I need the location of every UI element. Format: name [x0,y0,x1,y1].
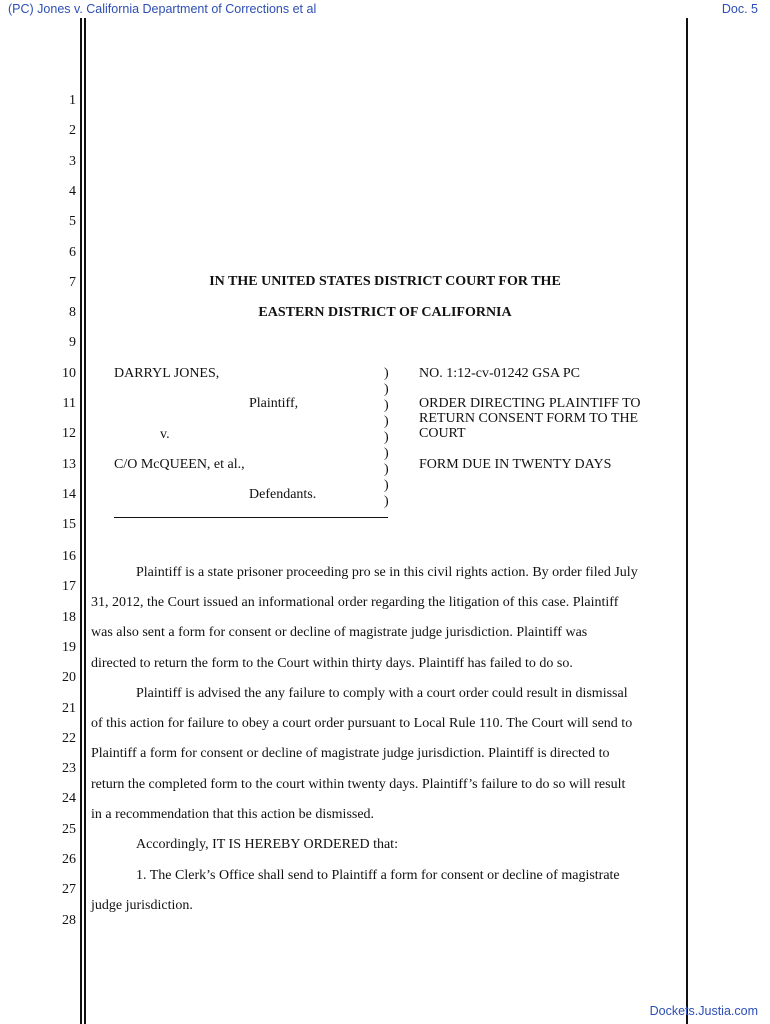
line-number: 9 [69,335,76,351]
defendant-label: Defendants. [249,487,317,502]
line-number: 20 [62,670,76,686]
doc-number: Doc. 5 [721,2,758,16]
paren: ) [384,494,389,509]
line-number: 21 [62,700,76,716]
line-number: 10 [62,365,76,381]
line-number: 6 [69,244,76,260]
body-line: 31, 2012, the Court issued an informational order regarding the litigation of this case. Plaintiff [91,595,619,610]
court-name-line2: EASTERN DISTRICT OF CALIFORNIA [258,305,512,320]
paren: ) [384,414,389,429]
paren: ) [384,382,389,397]
left-margin-rule [80,18,82,1024]
line-number: 22 [62,730,76,746]
line-number: 18 [62,609,76,625]
case-title[interactable]: (PC) Jones v. California Department of Corrections et al [8,2,317,16]
line-number: 19 [62,639,76,655]
body-line: Plaintiff a form for consent or decline of magistrate judge jurisdiction. Plaintiff is directed to [91,746,610,761]
paren: ) [384,430,389,445]
paren: ) [384,398,389,413]
plaintiff-name: DARRYL JONES, [114,366,220,381]
line-number: 8 [69,305,76,321]
line-number: 12 [62,426,76,442]
order-title-line2: RETURN CONSENT FORM TO THE [419,411,639,426]
line-number: 25 [62,821,76,837]
paren: ) [384,446,389,461]
line-number: 14 [62,486,76,502]
justia-link[interactable]: Dockets.Justia.com [649,1004,758,1018]
line-number: 15 [62,517,76,533]
defendant-name: C/O McQUEEN, et al., [114,457,245,472]
versus: v. [160,427,170,442]
paren: ) [384,366,389,381]
right-margin-rule [686,18,688,1024]
line-number: 11 [62,396,76,411]
body-line: Plaintiff is a state prisoner proceeding pro se in this civil rights action. By order filed July [136,565,638,580]
line-number: 27 [62,882,76,898]
line-number: 2 [69,123,76,139]
line-number: 26 [62,852,76,867]
body-line: in a recommendation that this action be dismissed. [91,807,375,822]
body-line: was also sent a form for consent or decline of magistrate judge jurisdiction. Plaintiff was [91,625,588,640]
order-title-line3: COURT [419,426,466,441]
line-number: 17 [62,579,76,595]
body-line: Plaintiff is advised the any failure to comply with a court order could result in dismissal [136,686,628,701]
form-due: FORM DUE IN TWENTY DAYS [419,457,612,472]
paren: ) [384,462,389,477]
caption-parens [384,366,389,510]
line-number: 13 [62,456,76,472]
left-margin-rule-inner [84,18,86,1024]
body-line: of this action for failure to obey a court order pursuant to Local Rule 110. The Court will send to [91,716,633,731]
line-number: 1 [69,93,76,108]
plaintiff-label: Plaintiff, [249,396,299,411]
body-line: return the completed form to the court within twenty days. Plaintiff’s failure to do so will result [91,777,626,792]
court-name-line1: IN THE UNITED STATES DISTRICT COURT FOR THE [209,274,561,289]
order-title-line1: ORDER DIRECTING PLAINTIFF TO [419,396,641,411]
line-number: 16 [62,549,76,564]
paren: ) [384,478,389,493]
line-number: 4 [69,183,76,199]
line-number: 28 [62,912,76,928]
line-number: 7 [69,274,76,290]
line-number: 3 [69,153,76,169]
line-number: 23 [62,761,76,777]
line-number: 5 [69,214,76,230]
line-number: 24 [62,791,76,807]
body-line: 1. The Clerk’s Office shall send to Plaintiff a form for consent or decline of magistrate [136,868,620,883]
body-line: judge jurisdiction. [91,898,193,913]
caption-rule [114,517,388,518]
body-line: directed to return the form to the Court within thirty days. Plaintiff has failed to do so. [91,656,573,671]
case-number: NO. 1:12-cv-01242 GSA PC [419,366,581,381]
body-line: Accordingly, IT IS HEREBY ORDERED that: [136,837,398,852]
